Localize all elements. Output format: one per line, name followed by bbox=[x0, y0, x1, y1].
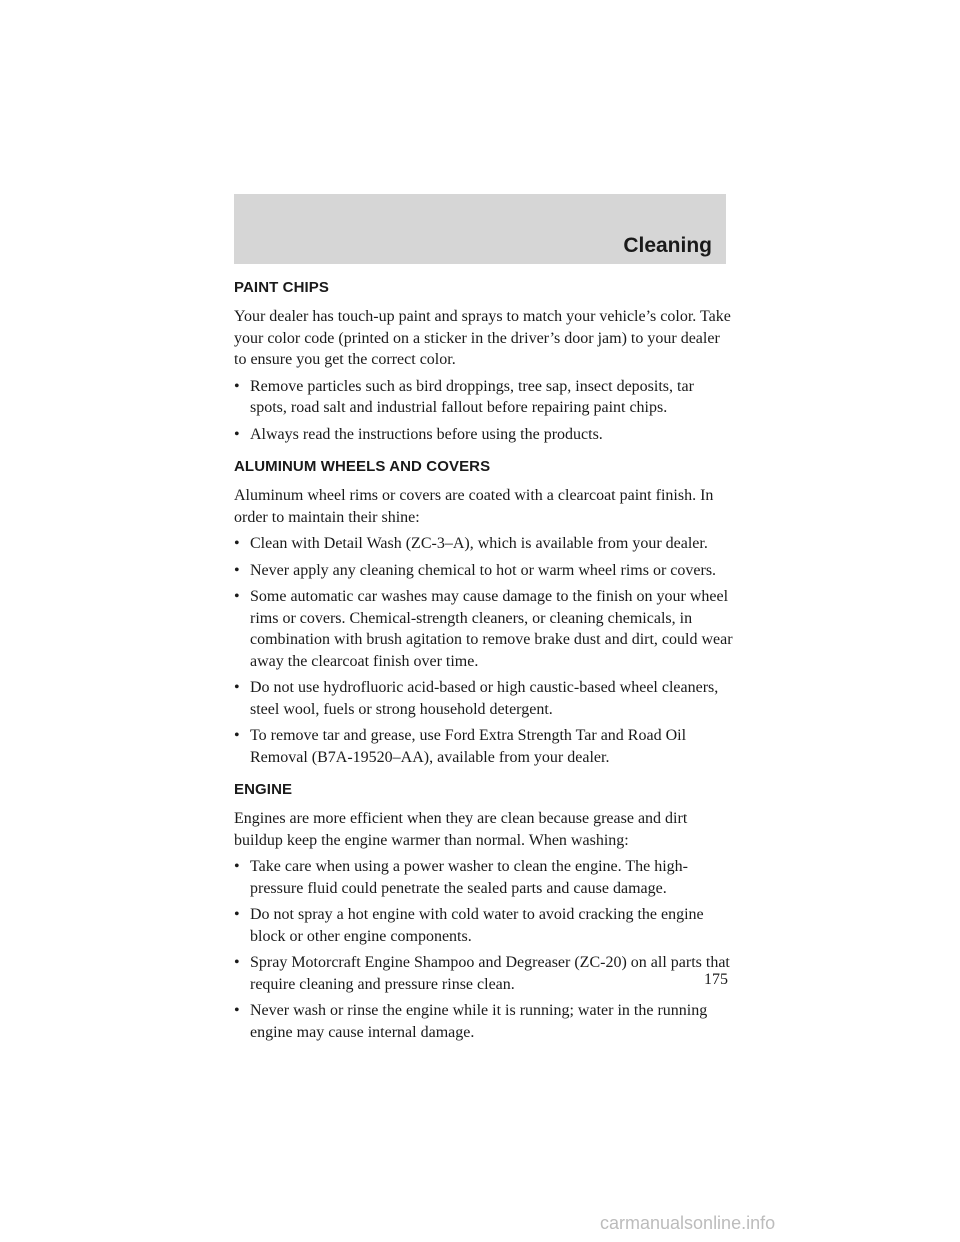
section-paint-chips bbox=[234, 278, 734, 445]
bullet-icon: • bbox=[234, 858, 240, 875]
section-paragraph: Engines are more efficient when they are clean because grease and dirt buildup keep the engine warmer than normal. When washing: bbox=[234, 810, 688, 849]
bullet-icon: • bbox=[234, 906, 240, 923]
page-number: 175 bbox=[704, 971, 728, 988]
list-item-text: Take care when using a power washer to clean the engine. The high-pressure fluid could penetrate the sealed parts and cause damage. bbox=[250, 858, 688, 897]
list-item-text: Never wash or rinse the engine while it is running; water in the running engine may cause internal damage. bbox=[250, 1002, 708, 1041]
list-item bbox=[234, 952, 734, 995]
bullet-list bbox=[234, 376, 734, 446]
section-heading: ALUMINUM WHEELS AND COVERS bbox=[234, 458, 491, 475]
section-aluminum-wheels bbox=[234, 457, 734, 768]
list-item bbox=[234, 1000, 734, 1043]
watermark: carmanualsonline.info bbox=[600, 1213, 776, 1233]
bullet-icon: • bbox=[234, 588, 240, 605]
section-paragraph: Your dealer has touch-up paint and sprays to match your vehicle’s color. Take your color code (printed on a sticker in the driver’s door jam) to your dealer to ensure you get the correct color. bbox=[234, 308, 731, 368]
list-item-text: Spray Motorcraft Engine Shampoo and Degreaser (ZC-20) on all parts that require cleaning and pressure rinse clean. bbox=[250, 954, 730, 993]
list-item-text: Never apply any cleaning chemical to hot or warm wheel rims or covers. bbox=[250, 561, 717, 579]
section-heading: ENGINE bbox=[234, 781, 293, 798]
list-item bbox=[234, 533, 734, 555]
list-item-text: Some automatic car washes may cause damage to the finish on your wheel rims or covers. Chemical-strength cleaners, or cleaning chemicals, in combination with brush agitation to remove brake dust and dirt, could wear away the clearcoat finish over time. bbox=[250, 588, 733, 670]
bullet-icon: • bbox=[234, 535, 240, 552]
bullet-icon: • bbox=[234, 1002, 240, 1019]
bullet-icon: • bbox=[234, 954, 240, 971]
list-item bbox=[234, 560, 734, 582]
section-paragraph: Aluminum wheel rims or covers are coated with a clearcoat paint finish. In order to maintain their shine: bbox=[234, 487, 714, 526]
bullet-list bbox=[234, 533, 734, 768]
list-item bbox=[234, 856, 734, 899]
list-item bbox=[234, 725, 734, 768]
list-item bbox=[234, 424, 734, 446]
bullet-icon: • bbox=[234, 561, 240, 579]
list-item-text: Remove particles such as bird droppings, tree sap, insect deposits, tar spots, road salt and industrial fallout before repairing paint chips. bbox=[250, 377, 694, 416]
bullet-icon: • bbox=[234, 377, 240, 395]
list-item-text: Clean with Detail Wash (ZC-3–A), which is available from your dealer. bbox=[250, 535, 708, 552]
list-item-text: Do not spray a hot engine with cold water to avoid cracking the engine block or other engine components. bbox=[250, 906, 704, 945]
section-engine bbox=[234, 780, 734, 1043]
bullet-icon: • bbox=[234, 727, 240, 744]
list-item bbox=[234, 677, 734, 720]
section-heading: PAINT CHIPS bbox=[234, 279, 329, 296]
list-item bbox=[234, 586, 734, 672]
page-content bbox=[234, 278, 734, 1048]
list-item bbox=[234, 376, 734, 419]
section-title: Cleaning bbox=[623, 234, 712, 257]
list-item-text: Do not use hydrofluoric acid-based or high caustic-based wheel cleaners, steel wool, fuels or strong household detergent. bbox=[250, 679, 719, 718]
section-header-band bbox=[234, 194, 726, 264]
list-item bbox=[234, 904, 734, 947]
list-item-text: Always read the instructions before using the products. bbox=[250, 425, 603, 443]
bullet-icon: • bbox=[234, 679, 240, 696]
bullet-list bbox=[234, 856, 734, 1043]
list-item-text: To remove tar and grease, use Ford Extra Strength Tar and Road Oil Removal (B7A-19520–AA), available from your dealer. bbox=[250, 727, 687, 766]
bullet-icon: • bbox=[234, 425, 240, 443]
